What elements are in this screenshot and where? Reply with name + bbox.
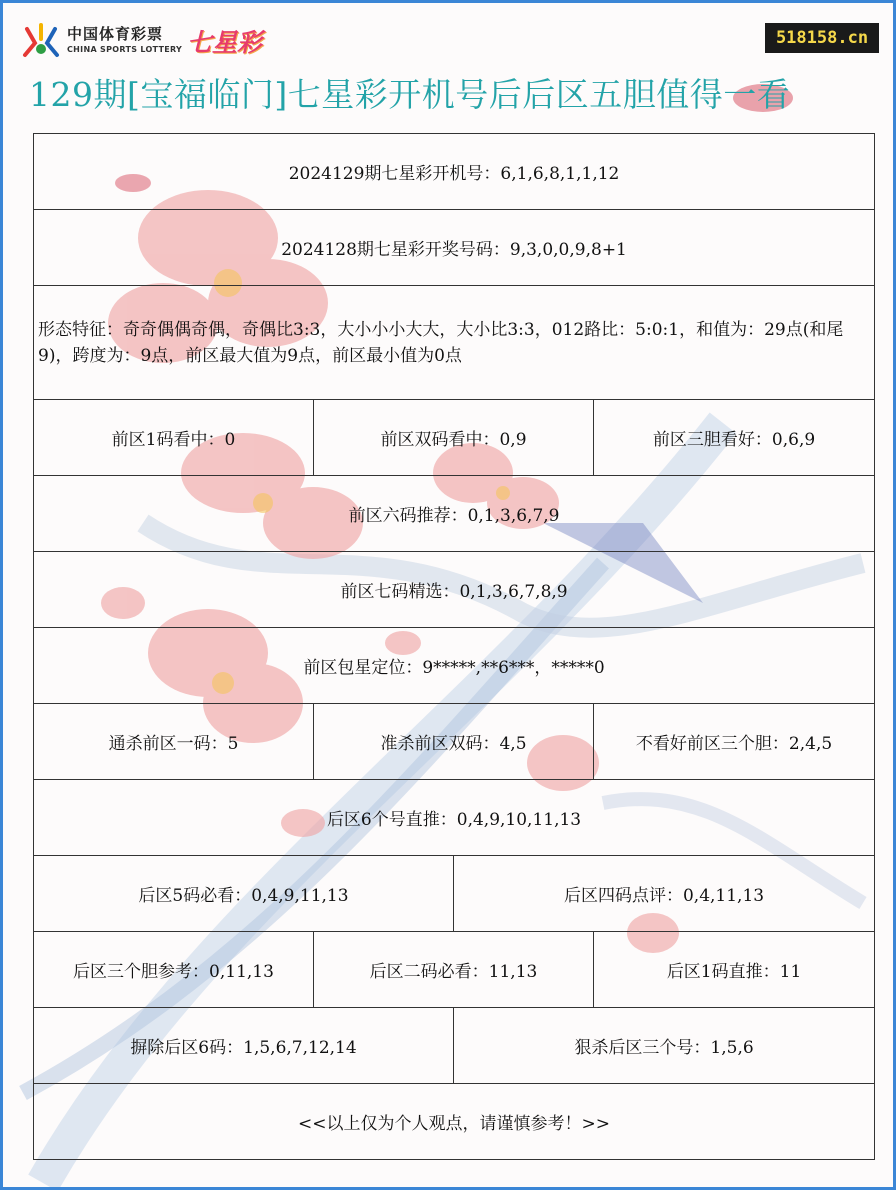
pattern-features-cell: 形态特征：奇奇偶偶奇偶，奇偶比3:3，大小小小大大，大小比3:3，012路比：5:0:1，和值为：29点(和尾9)，跨度为：9点，前区最大值为9点，前区最小值为0点 [34, 286, 875, 400]
table-row [34, 210, 875, 286]
disclaimer-cell: <<以上仅为个人观点，请谨慎参考！>> [34, 1084, 875, 1160]
front-one-code-cell: 前区1码看中：0 [34, 400, 314, 476]
back-six-code-cell: 后区6个号直推：0,4,9,10,11,13 [34, 780, 875, 856]
table-row [34, 286, 875, 400]
front-position-cell: 前区包星定位：9*****,**6***，*****0 [34, 628, 875, 704]
back-one-code-cell: 后区1码直推：11 [594, 932, 875, 1008]
front-two-code-cell: 前区双码看中：0,9 [314, 400, 594, 476]
table-row [34, 780, 875, 856]
front-seven-code-cell: 前区七码精选：0,1,3,6,7,8,9 [34, 552, 875, 628]
logo-cn-text: 中国体育彩票 [67, 25, 164, 43]
table-row [34, 400, 875, 476]
kill-front-three-cell: 不看好前区三个胆：2,4,5 [594, 704, 875, 780]
table-row [34, 704, 875, 780]
lottery-logo [21, 21, 291, 61]
logo-en-text: CHINA SPORTS LOTTERY [67, 45, 183, 54]
table-row [34, 1008, 875, 1084]
kill-front-one-cell: 通杀前区一码：5 [34, 704, 314, 780]
front-three-code-cell: 前区三胆看好：0,6,9 [594, 400, 875, 476]
back-three-code-cell: 后区三个胆参考：0,11,13 [34, 932, 314, 1008]
table-row [34, 476, 875, 552]
table-row [34, 1084, 875, 1160]
prediction-table [33, 133, 875, 1160]
table-row [34, 552, 875, 628]
kill-front-two-cell: 准杀前区双码：4,5 [314, 704, 594, 780]
lottery-logo-icon [21, 21, 61, 61]
page-title: 129期[宝福临门]七星彩开机号后后区五胆值得一看 [29, 75, 791, 114]
front-six-code-cell: 前区六码推荐：0,1,3,6,7,9 [34, 476, 875, 552]
table-row [34, 856, 875, 932]
back-four-code-cell: 后区四码点评：0,4,11,13 [454, 856, 875, 932]
draw-number-cell: 2024129期七星彩开机号：6,1,6,8,1,1,12 [34, 134, 875, 210]
table-row [34, 134, 875, 210]
back-two-code-cell: 后区二码必看：11,13 [314, 932, 594, 1008]
header [3, 3, 896, 133]
site-badge[interactable]: 518158.cn [765, 23, 879, 53]
exclude-back-six-cell: 摒除后区6码：1,5,6,7,12,14 [34, 1008, 454, 1084]
table-row [34, 932, 875, 1008]
previous-result-cell: 2024128期七星彩开奖号码：9,3,0,0,9,8+1 [34, 210, 875, 286]
table-row [34, 628, 875, 704]
logo-brand-text: 七星彩 [187, 28, 263, 57]
back-five-code-cell: 后区5码必看：0,4,9,11,13 [34, 856, 454, 932]
kill-back-three-cell: 狠杀后区三个号：1,5,6 [454, 1008, 875, 1084]
